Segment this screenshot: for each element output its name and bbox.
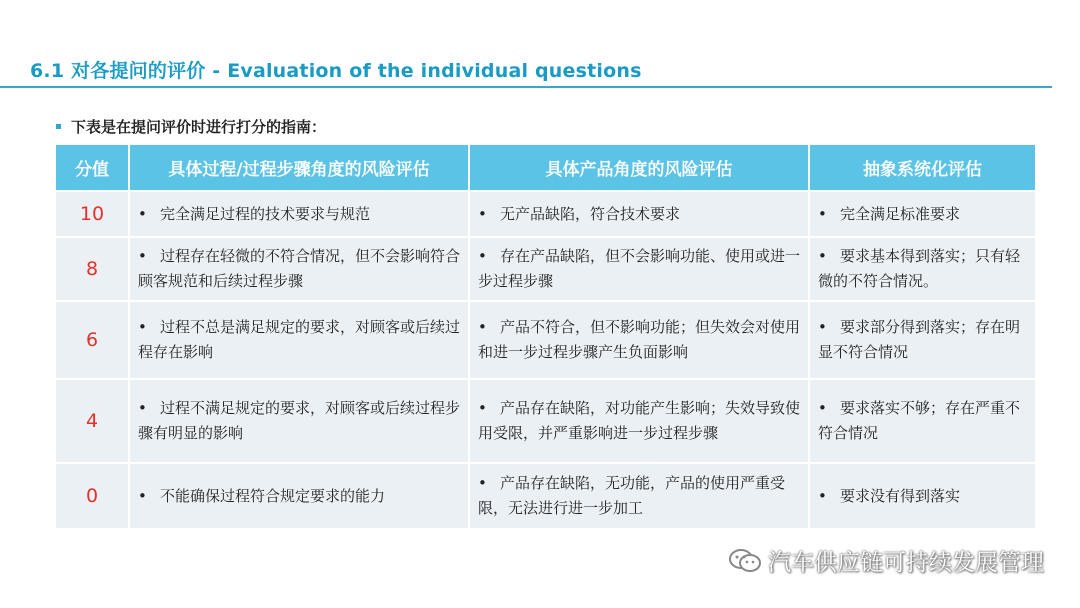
system-cell — [810, 462, 1035, 528]
product-text: 产品存在缺陷，对功能产生影响；失效导致使用受限，并严重影响进一步过程步骤 — [478, 399, 801, 442]
bullet-icon: • — [138, 204, 147, 223]
scoring-guide-table — [56, 145, 1035, 528]
product-cell — [470, 300, 810, 378]
bullet-icon: • — [478, 247, 487, 265]
system-text: 要求落实不够；存在严重不符合情况 — [818, 399, 1021, 442]
bullet-icon: • — [818, 247, 827, 265]
score-cell: 6 — [56, 300, 130, 378]
system-text: 要求部分得到落实；存在明显不符合情况 — [818, 318, 1021, 361]
header-process-risk: 具体过程/过程步骤角度的风险评估 — [130, 145, 470, 190]
process-text: 不能确保过程符合规定要求的能力 — [160, 486, 386, 505]
process-text: 完全满足过程的技术要求与规范 — [160, 204, 371, 223]
system-cell — [810, 190, 1035, 236]
table-row — [56, 300, 1035, 378]
process-text: 过程不总是满足规定的要求，对顾客或后续过程存在影响 — [138, 318, 461, 361]
system-cell — [810, 236, 1035, 300]
product-text: 产品存在缺陷，无功能，产品的使用严重受限，无法进行进一步加工 — [478, 474, 786, 517]
header-score: 分值 — [56, 145, 130, 190]
header-product-risk: 具体产品角度的风险评估 — [470, 145, 810, 190]
bullet-icon: • — [818, 204, 827, 223]
bullet-icon: • — [478, 474, 487, 492]
product-text: 产品不符合，但不影响功能；但失效会对使用和进一步过程步骤产生负面影响 — [478, 318, 801, 361]
bullet-icon: • — [818, 486, 827, 505]
bullet-icon: • — [478, 318, 487, 336]
title-divider — [0, 86, 1052, 88]
score-cell: 0 — [56, 462, 130, 528]
watermark — [728, 544, 1044, 577]
table-row — [56, 378, 1035, 462]
table-header-row — [56, 145, 1035, 190]
process-text: 过程不满足规定的要求，对顾客或后续过程步骤有明显的影响 — [138, 399, 461, 442]
bullet-icon: • — [818, 399, 827, 417]
process-cell — [130, 190, 470, 236]
wechat-icon — [728, 547, 762, 575]
system-text: 要求没有得到落实 — [840, 486, 961, 505]
bullet-icon: • — [138, 399, 147, 417]
product-text: 存在产品缺陷，但不会影响功能、使用或进一步过程步骤 — [478, 247, 801, 290]
process-cell — [130, 236, 470, 300]
watermark-text: 汽车供应链可持续发展管理 — [768, 550, 1044, 576]
table-row — [56, 462, 1035, 528]
system-text: 要求基本得到落实；只有轻微的不符合情况。 — [818, 247, 1021, 290]
process-cell — [130, 378, 470, 462]
intro-text: 下表是在提问评价时进行打分的指南： — [71, 118, 327, 136]
bullet-icon: • — [138, 247, 147, 265]
bullet-icon: • — [478, 204, 487, 223]
table-row — [56, 190, 1035, 236]
header-system-assessment: 抽象系统化评估 — [810, 145, 1035, 190]
system-text: 完全满足标准要求 — [840, 204, 961, 223]
product-cell — [470, 378, 810, 462]
process-cell — [130, 462, 470, 528]
bullet-icon: • — [818, 318, 827, 336]
intro-line — [56, 116, 326, 137]
bullet-icon: • — [138, 486, 147, 505]
bullet-icon: • — [478, 399, 487, 417]
product-cell — [470, 236, 810, 300]
product-cell — [470, 462, 810, 528]
process-text: 过程存在轻微的不符合情况，但不会影响符合顾客规范和后续过程步骤 — [138, 247, 461, 290]
system-cell — [810, 300, 1035, 378]
square-bullet-icon — [56, 124, 61, 129]
slide-title: 6.1 对各提问的评价 - Evaluation of the individual questions — [30, 60, 642, 82]
score-cell: 10 — [56, 190, 130, 236]
table-row — [56, 236, 1035, 300]
system-cell — [810, 378, 1035, 462]
product-text: 无产品缺陷，符合技术要求 — [500, 204, 681, 223]
bullet-icon: • — [138, 318, 147, 336]
score-cell: 4 — [56, 378, 130, 462]
score-cell: 8 — [56, 236, 130, 300]
product-cell — [470, 190, 810, 236]
process-cell — [130, 300, 470, 378]
